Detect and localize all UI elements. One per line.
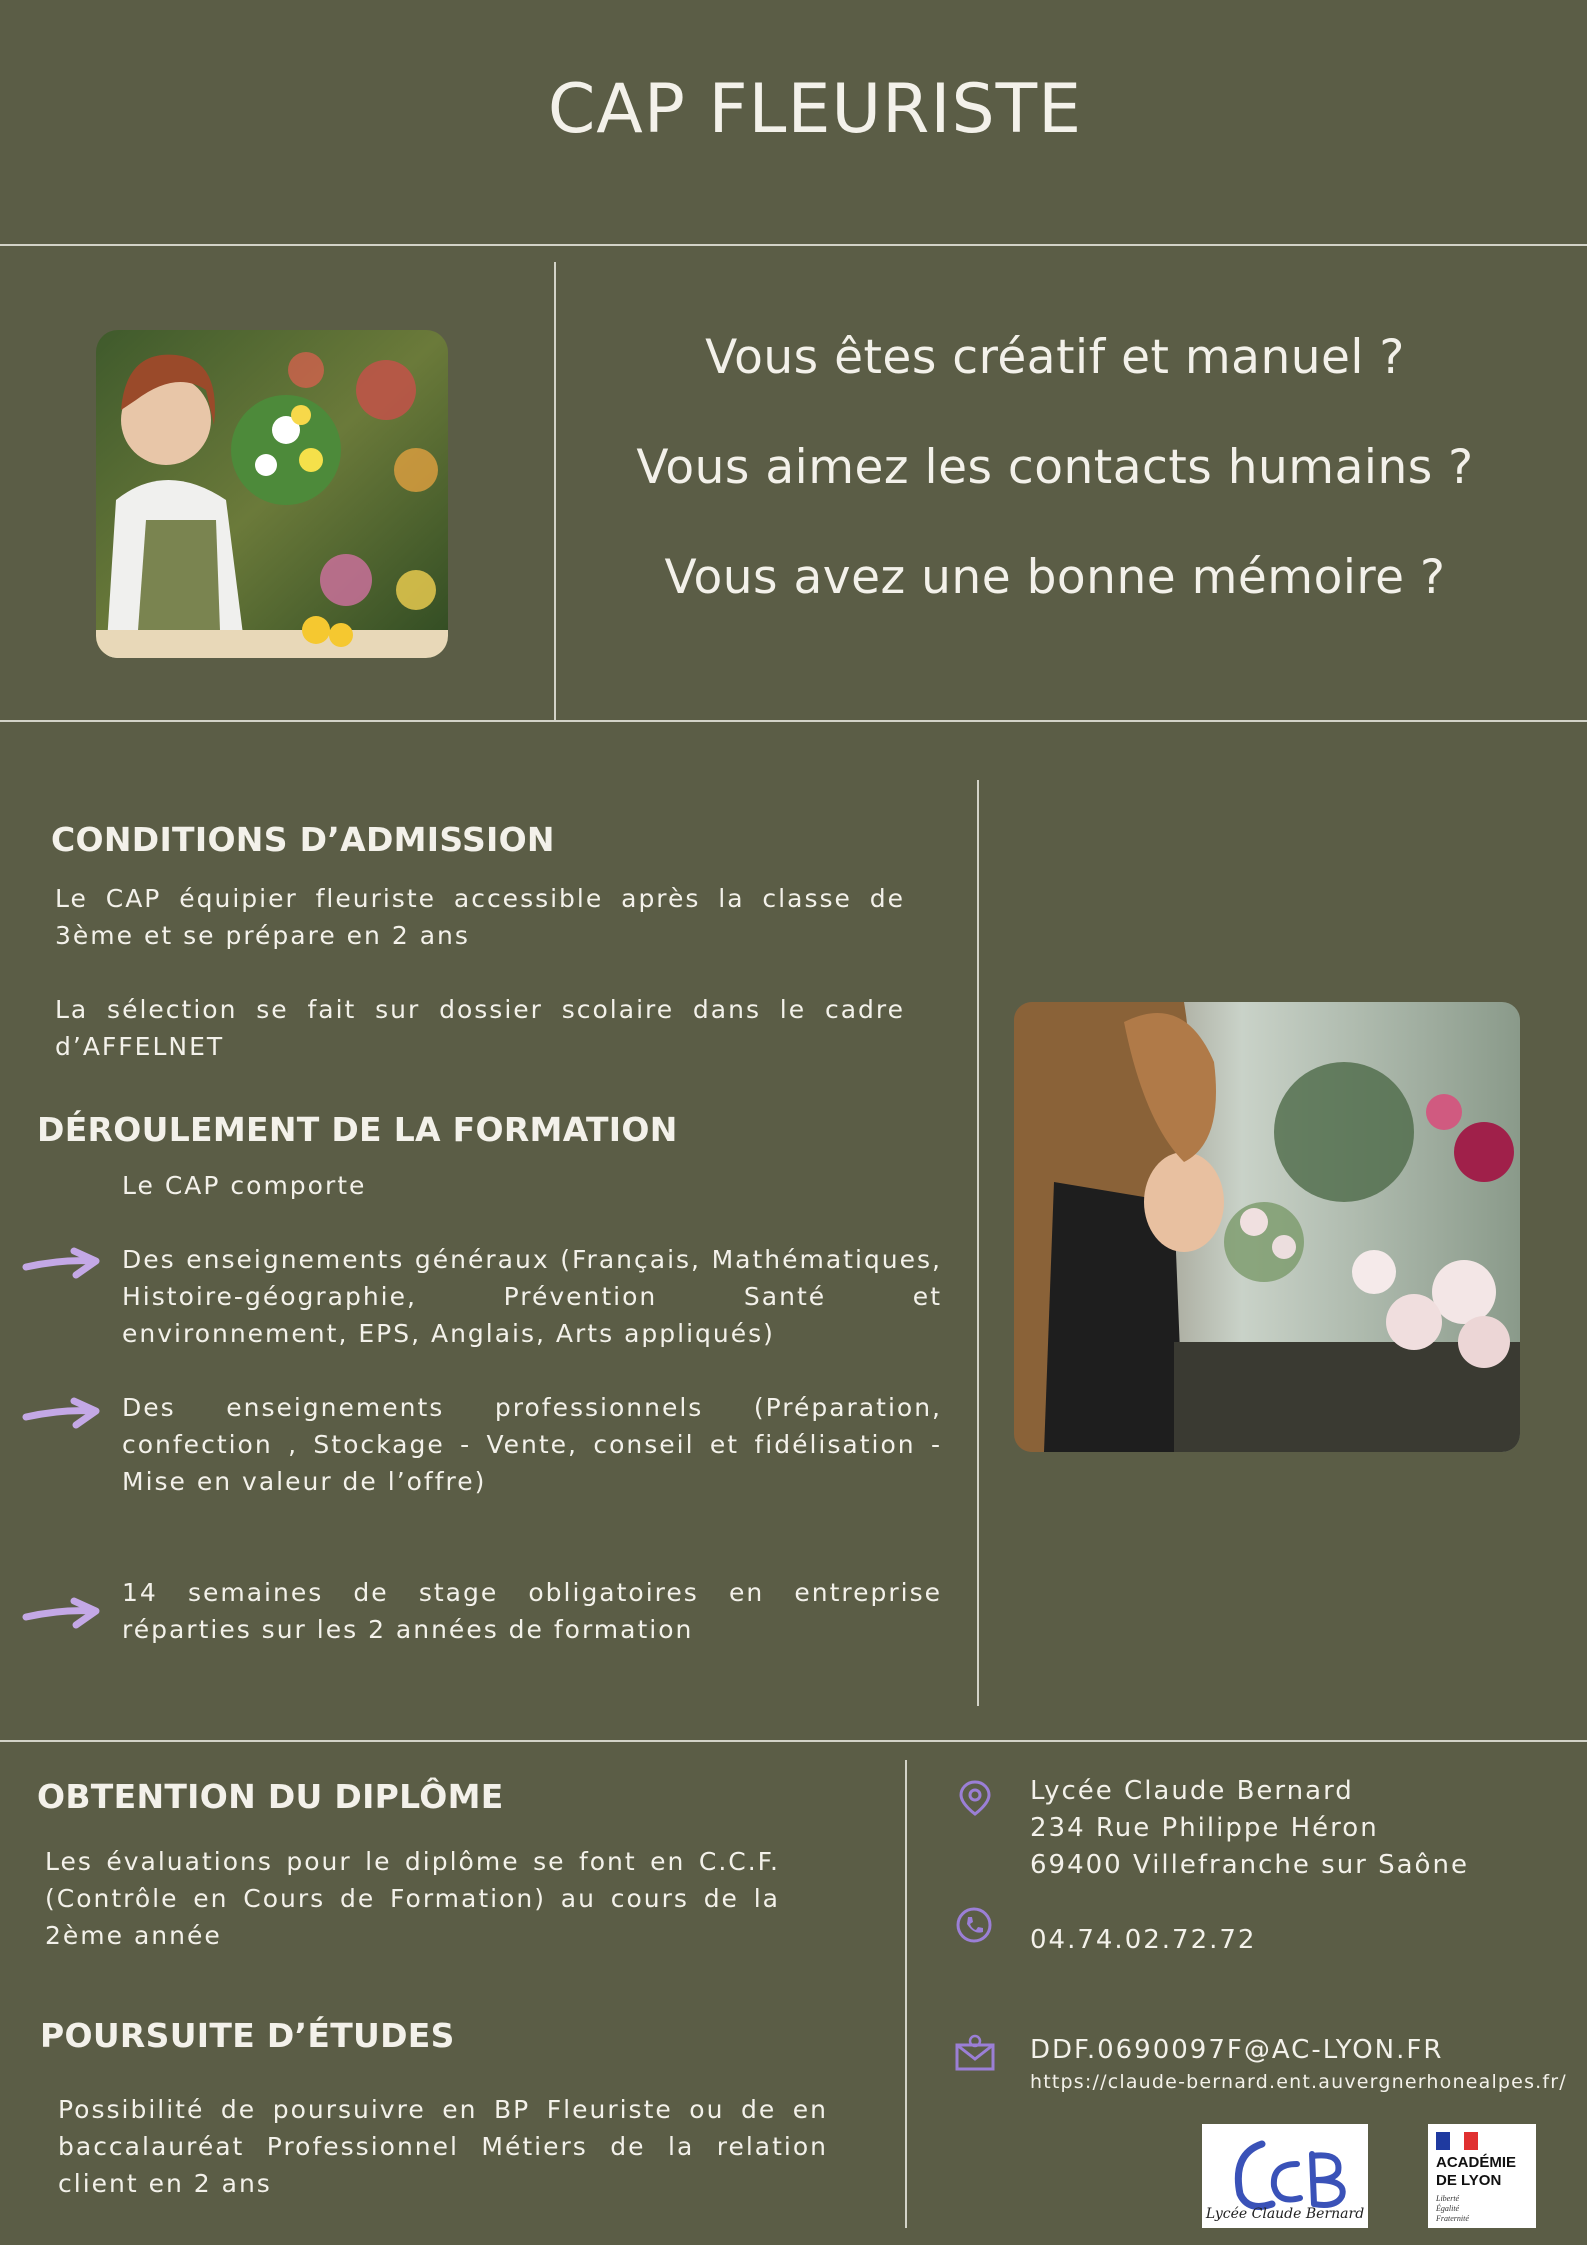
- arrow-icon: [22, 1595, 102, 1635]
- mail-icon: [954, 2033, 996, 2073]
- motto-3: Fraternité: [1436, 2214, 1469, 2223]
- school-logo: [1202, 2124, 1368, 2228]
- school-logo-caption: Lycée Claude Bernard: [1205, 2206, 1365, 2222]
- motto-2: Égalité: [1436, 2204, 1460, 2213]
- academie-logo: [1428, 2124, 1536, 2228]
- admission-title: CONDITIONS D’ADMISSION: [51, 820, 555, 859]
- formation-item-1: Des enseignements généraux (Français, Mathématiques, Histoire-géographie, Prévention Santé et environnement, EPS, Anglais, Arts appliqués): [122, 1245, 942, 1348]
- question-2: Vous aimez les contacts humains ?: [636, 440, 1474, 495]
- formation-title: DÉROULEMENT DE LA FORMATION: [37, 1110, 678, 1149]
- contact-school: Lycée Claude Bernard: [1030, 1776, 1354, 1806]
- contact-phone: 04.74.02.72.72: [1030, 1925, 1257, 1955]
- admission-paragraph-1: Le CAP équipier fleuriste accessible après la classe de 3ème et se prépare en 2 ans: [55, 884, 905, 950]
- florist-photo-workshop: [1014, 1002, 1520, 1452]
- divider-middle: [977, 780, 979, 1706]
- divider-intro-bottom: [0, 720, 1587, 722]
- contact-email[interactable]: DDF.0690097F@AC-LYON.FR: [1030, 2035, 1444, 2065]
- admission-paragraph-2: La sélection se fait sur dossier scolaire dans le cadre d’AFFELNET: [55, 995, 905, 1061]
- divider-contact: [905, 1760, 907, 2228]
- formation-item-2: Des enseignements professionnels (Préparation, confection , Stockage - Vente, conseil et fidélisation - Mise en valeur de l’offre): [122, 1393, 942, 1496]
- question-1: Vous êtes créatif et manuel ?: [705, 330, 1405, 385]
- flag-icon: [1436, 2132, 1478, 2150]
- contact-city: 69400 Villefranche sur Saône: [1030, 1850, 1469, 1880]
- question-3: Vous avez une bonne mémoire ?: [664, 550, 1446, 605]
- diplome-title: OBTENTION DU DIPLÔME: [37, 1777, 504, 1816]
- contact-street: 234 Rue Philippe Héron: [1030, 1813, 1379, 1843]
- phone-icon: [954, 1905, 994, 1945]
- academie-line-1: ACADÉMIE: [1436, 2154, 1517, 2171]
- florist-photo-bouquet: [96, 330, 448, 658]
- arrow-icon: [22, 1245, 102, 1285]
- motto-1: Liberté: [1436, 2194, 1460, 2203]
- divider-header: [0, 244, 1587, 246]
- location-pin-icon: [955, 1778, 995, 1818]
- diplome-text: Les évaluations pour le diplôme se font en C.C.F. (Contrôle en Cours de Formation) au cours de la 2ème année: [45, 1847, 780, 1950]
- poursuite-text: Possibilité de poursuivre en BP Fleuriste ou de en baccalauréat Professionnel Métiers de la relation client en 2 ans: [58, 2095, 828, 2198]
- academie-line-2: DE LYON: [1436, 2172, 1502, 2189]
- poursuite-title: POURSUITE D’ÉTUDES: [40, 2016, 455, 2055]
- divider-bottom: [0, 1740, 1587, 1742]
- page-title: CAP FLEURISTE: [547, 70, 1083, 149]
- contact-url[interactable]: https://claude-bernard.ent.auvergnerhonealpes.fr/: [1030, 2071, 1567, 2093]
- formation-intro: Le CAP comporte: [122, 1171, 367, 1200]
- arrow-icon: [22, 1395, 102, 1435]
- formation-item-3: 14 semaines de stage obligatoires en entreprise réparties sur les 2 années de formation: [122, 1578, 942, 1644]
